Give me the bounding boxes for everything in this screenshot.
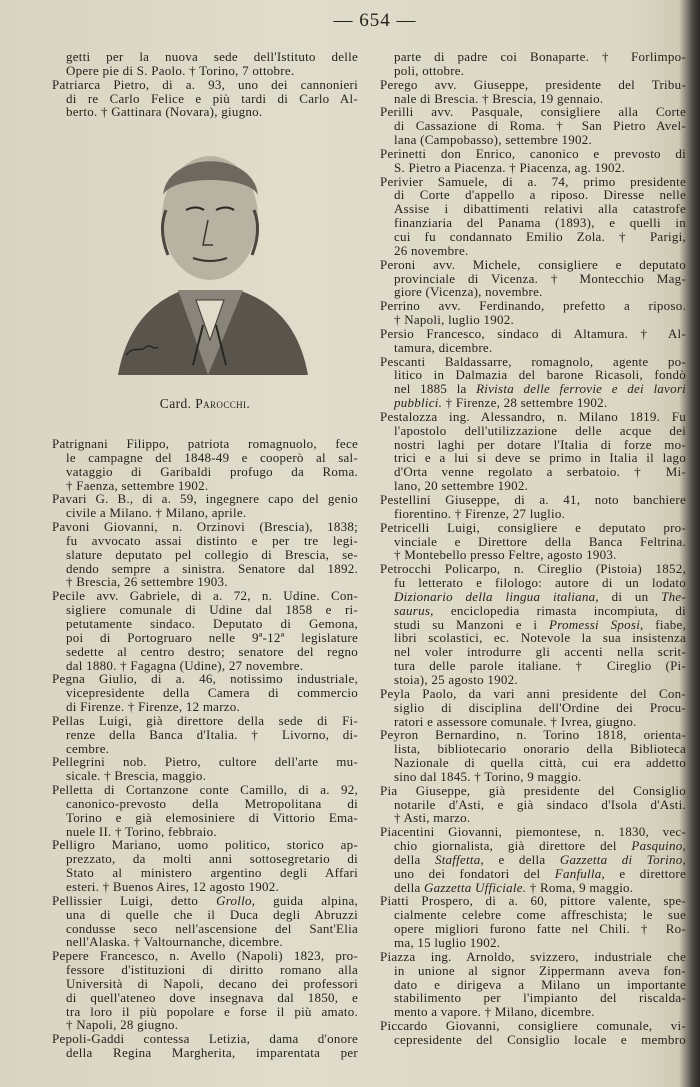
page-number: — 654 —: [333, 10, 417, 31]
left-column-top: [52, 50, 358, 119]
entry-line: giore (Vicenza), novembre.: [394, 284, 543, 300]
entry-line: Perivier Samuele, di a. 74, primo presidente: [380, 173, 686, 189]
entry-line: in unione al signor Zippermann aveva fon-: [394, 962, 686, 978]
entry-line: 26 novembre.: [394, 242, 469, 258]
entry-line: le campagne del 1848-49 e cooperò al sal-: [66, 449, 358, 465]
entry-line: siglio di disciplina dell'Ordine dei Procu-: [394, 699, 686, 715]
text-segment: † Firenze, 28 settembre 1902.: [442, 395, 608, 411]
entry-line: † Napoli, 28 giugno.: [66, 1017, 179, 1033]
italic-title: Rivista delle ferrovie e dei lavori: [476, 381, 686, 397]
text-segment: uno dei fondatori del: [394, 865, 555, 881]
entry-line: condusse seco nell'ascensione del Sant'Elia: [66, 920, 358, 936]
entry-line: stoia), 25 agosto 1902.: [394, 671, 518, 687]
entry-line: Peroni avv. Michele, consigliere e deputato: [380, 256, 686, 272]
entry-line: prezzato, da molti anni sottosegretario di: [66, 851, 358, 867]
left-column-entries: [52, 437, 358, 1060]
obituary-entry: [380, 327, 686, 355]
entry-line: poli, ottobre.: [394, 62, 465, 78]
text-segment: enciclopedia rimasta incompiuta, di: [433, 602, 686, 618]
entry-line: di Firenze. † Firenze, 12 marzo.: [66, 699, 241, 715]
entry-line: berto. † Gattinara (Novara), giugno.: [66, 104, 263, 120]
entry-line: Persio Francesco, sindaco di Altamura. † Al-: [380, 325, 686, 341]
entry-line: renze della Banca d'Italia. † Livorno, di-: [66, 726, 358, 742]
entry-line: Pepere Francesco, n. Avello (Napoli) 1823, pro-: [52, 948, 358, 964]
italic-title: Promessi Sposi,: [549, 616, 644, 632]
entry-line: Perrino avv. Ferdinando, prefetto a riposo.: [380, 298, 686, 314]
obituary-entry: [52, 520, 358, 589]
entry-line: Torino e già elemosiniere di Vittorio Ema-: [66, 809, 358, 825]
text-segment: † Roma, 9 maggio.: [526, 879, 634, 895]
entry-line: ma, 15 luglio 1902.: [394, 935, 501, 950]
text-segment: e direttore: [605, 865, 686, 881]
entry-line: vinciale e Direttore della Banca Feltrina.: [394, 533, 686, 549]
entry-line: fu avvocato assai distinto e per tre legi-: [66, 532, 358, 548]
entry-line: sigliere comunale di Udine dal 1858 e ri-: [66, 602, 358, 618]
entry-line: civile a Milano. † Milano, aprile.: [66, 505, 247, 521]
entry-line: lano, 20 settembre 1902.: [394, 478, 529, 494]
entry-line: [380, 867, 686, 881]
entry-line: Patrignani Filippo, patriota romagnuolo, fece: [52, 436, 358, 451]
entry-line: sino dal 1845. † Torino, 9 maggio.: [394, 768, 582, 784]
entry-line: finanziaria del Panama (1893), e quelli in: [394, 215, 686, 231]
obituary-entry: [52, 755, 358, 783]
text-segment: Pellissier Luigi, detto: [52, 892, 217, 908]
entry-line: opere migliori furono fatte nel Chili. † Ro-: [394, 921, 686, 937]
entry-line: l'apostolo dell'utilizzazione delle acque dei: [394, 422, 686, 438]
entry-line: cialmente celebre come affreschista; le sue: [394, 907, 686, 923]
entry-line: della Regina Margherita, imparentata per: [66, 1045, 358, 1061]
entry-line: † Montebello presso Feltre, agosto 1903.: [394, 547, 617, 563]
text-segment: guida alpina,: [255, 892, 358, 908]
entry-line: stabilimento per l'impianto del riscalda-: [394, 990, 686, 1006]
entry-line: Pestellini Giuseppe, di a. 41, noto banchiere: [380, 492, 686, 507]
entry-line: † Brescia, 26 settembre 1903.: [66, 574, 228, 590]
text-segment: e della: [484, 851, 560, 867]
entry-line: [380, 604, 686, 618]
italic-title: Dizionario della lingua italiana,: [394, 588, 599, 604]
entry-line: Pestalozza ing. Alessandro, n. Milano 1819. Fu: [380, 408, 686, 424]
entry-line: † Asti, marzo.: [394, 810, 471, 826]
obituary-entry: [380, 562, 686, 687]
entry-line: Piatti Prospero, di a. 60, pittore valente, spe-: [380, 893, 686, 909]
obituary-entry: [380, 147, 686, 175]
obituary-entry: [52, 589, 358, 672]
entry-line: Pavoni Giovanni, n. Orzinovi (Brescia), 1838;: [52, 519, 358, 535]
entry-line: Piccardo Giovanni, consigliere comunale, vi-: [380, 1018, 686, 1034]
italic-title: Staffetta,: [434, 851, 485, 867]
entry-line: nell'Alaska. † Valtournanche, dicembre.: [66, 934, 283, 950]
text-segment: fiabe,: [643, 616, 687, 632]
entry-line: sedette al centro destro; senatore del regno: [66, 643, 358, 659]
entry-line: di re Carlo Felice e più tardi di Carlo Al-: [66, 90, 358, 106]
italic-title: Fanfulla,: [554, 865, 606, 881]
entry-line: [52, 894, 358, 908]
entry-line: Università di Napoli, decano dei professori: [66, 975, 358, 991]
obituary-entry: [52, 50, 358, 78]
obituary-entry: [380, 258, 686, 300]
obituary-entry: [380, 175, 686, 258]
obituary-entry: [380, 410, 686, 493]
text-segment: di un: [598, 588, 662, 604]
entry-line: d'Orta venne regolato a serbatoio. † Mi-: [394, 464, 686, 480]
obituary-entry: [380, 493, 686, 521]
obituary-entry: [52, 714, 358, 756]
entry-line: Patriarca Pietro, di a. 93, uno dei cannonieri: [52, 76, 358, 92]
right-column-entries: [380, 50, 686, 1047]
italic-title: Pasquino,: [631, 838, 686, 854]
entry-line: [380, 590, 686, 604]
entry-line: dendo sempre a sinistra. Senatore dal 1892.: [66, 560, 358, 576]
obituary-entry: [380, 299, 686, 327]
entry-line: sicale. † Brescia, maggio.: [66, 768, 207, 784]
entry-line: di Cassazione di Roma. † San Pietro Avel-: [394, 118, 686, 134]
entry-line: mento a vapore. † Milano, dicembre.: [394, 1004, 595, 1020]
entry-line: Stato al ministero argentino degli Affari: [66, 865, 358, 881]
entry-line: Pellegrini nob. Pietro, cultore dell'arte mu-: [52, 754, 358, 770]
entry-line: [380, 853, 686, 867]
italic-title: Grollo,: [216, 892, 256, 908]
entry-line: cembre.: [66, 740, 110, 756]
entry-line: Pescanti Baldassarre, romagnolo, agente po-: [380, 353, 686, 369]
text-segment: nel 1885 la: [394, 381, 477, 397]
obituary-entry: [380, 687, 686, 729]
entry-line: notarile d'Asti, e già sindaco d'Isola d'Asti.: [394, 796, 686, 812]
entry-line: getti per la nuova sede dell'Istituto delle: [66, 49, 358, 64]
entry-line: nale di Brescia. † Brescia, 19 gennaio.: [394, 90, 604, 106]
entry-line: tura delle parole italiane. † Cireglio (Pi-: [394, 658, 686, 674]
entry-line: canonico-prevosto della Metropolitana di: [66, 795, 358, 811]
entry-line: Pepoli-Gaddi contessa Letizia, dama d'onore: [52, 1031, 358, 1047]
entry-line: cepresidente del Consiglio locale e membro: [394, 1031, 686, 1047]
entry-line: Pavari G. B., di a. 59, ingegnere capo del genio: [52, 491, 358, 507]
entry-line: una di quelle che il Duca degli Abruzzi: [66, 906, 358, 922]
entry-line: petutamente sindaco. Deputato di Gemona,: [66, 615, 358, 631]
entry-line: fessore d'istituzioni di diritto romano alla: [66, 962, 358, 978]
entry-line: poi di Portogruaro nelle 9ª-12ª legislature: [66, 629, 358, 645]
entry-line: vataggio di Garibaldi profugo da Roma.: [66, 463, 358, 479]
obituary-entry: [380, 521, 686, 563]
entry-line: Pia Giuseppe, già presidente del Consiglio: [380, 782, 686, 798]
entry-line: dal 1880. † Fagagna (Udine), 27 novembre.: [66, 657, 304, 673]
entry-line: † Faenza, settembre 1902.: [66, 477, 209, 493]
entry-line: Pellas Luigi, già direttore della sede di Fi-: [52, 712, 358, 728]
obituary-entry: [380, 50, 686, 78]
text-segment: della: [394, 879, 425, 895]
obituary-entry: [52, 492, 358, 520]
entry-line: cui fu condannato Emilio Zola. † Parigi,: [394, 228, 686, 244]
entry-line: vicepresidente della Camera di commercio: [66, 685, 358, 701]
obituary-entry: [380, 894, 686, 949]
entry-line: Peyla Paolo, da vari anni presidente del Con-: [380, 685, 686, 701]
entry-line: Assise i dibattimenti relativi alla catastrofe: [394, 201, 686, 217]
obituary-entry: [380, 105, 686, 147]
entry-line: dato e dirigeva a Milano un importante: [394, 976, 686, 992]
entry-line: Perego avv. Giuseppe, presidente del Tribu-: [380, 76, 686, 92]
entry-line: nuele II. † Torino, febbraio.: [66, 823, 217, 839]
obituary-entry: [380, 825, 686, 894]
entry-line: [380, 839, 686, 853]
obituary-entry: [52, 437, 358, 492]
entry-line: Petrocchi Policarpo, n. Cireglio (Pistoia) 1852,: [380, 561, 686, 577]
entry-line: tra loro il più popolare e forse il più amato.: [66, 1003, 358, 1019]
italic-title: The-: [661, 588, 686, 604]
entry-line: [380, 881, 686, 895]
entry-line: parte di padre coi Bonaparte. † Forlimpo-: [394, 49, 686, 64]
obituary-entry: [52, 838, 358, 893]
italic-title: Gazzetta di Torino,: [559, 851, 686, 867]
obituary-entry: [380, 355, 686, 410]
portrait-engraving: [108, 140, 313, 375]
entry-line: di quell'ateneo dove insegnava dal 1850, e: [66, 989, 358, 1005]
italic-title: saurus,: [394, 602, 434, 618]
entry-line: [380, 382, 686, 396]
caption-name: Parocchi.: [195, 396, 251, 411]
entry-line: Petricelli Luigi, consigliere e deputato pro-: [380, 519, 686, 535]
obituary-entry: [380, 728, 686, 783]
obituary-entry: [52, 1032, 358, 1060]
entry-line: nel voler introdurre gli accenti nella scrit-: [394, 644, 686, 660]
entry-line: esteri. † Buenos Aires, 12 agosto 1902.: [66, 879, 280, 894]
text-segment: della: [394, 851, 435, 867]
entry-line: Perinetti don Enrico, canonico e prevosto di: [380, 145, 686, 161]
caption-prefix: Card.: [159, 396, 192, 411]
obituary-entry: [52, 78, 358, 120]
text-segment: chio giornalista, già direttore del: [394, 838, 632, 854]
entry-line: † Napoli, luglio 1902.: [394, 312, 514, 328]
entry-line: trici e a lui si deve se primo in Italia il lago: [394, 450, 686, 466]
entry-line: Pegna Giulio, di a. 46, notissimo industriale,: [52, 671, 358, 687]
entry-line: [380, 396, 686, 410]
obituary-entry: [52, 783, 358, 838]
obituary-entry: [52, 672, 358, 714]
entry-line: [380, 618, 686, 632]
entry-line: Opere pie di S. Paolo. † Torino, 7 ottobre.: [66, 62, 295, 78]
entry-line: ratori e assessore comunale. † Ivrea, giugno.: [394, 713, 637, 729]
entry-line: Piacentini Giovanni, piemontese, n. 1830, vec-: [380, 824, 686, 840]
obituary-entry: [380, 784, 686, 826]
entry-line: litico in Dalmazia del barone Ricasoli, fondò: [394, 367, 686, 383]
entry-line: S. Pietro a Piacenza. † Piacenza, ag. 1902.: [394, 159, 625, 175]
entry-line: di Corte d'appello a riposo. Diresse nelle: [394, 187, 686, 203]
text-segment: studi su Manzoni e i: [394, 616, 550, 632]
entry-line: provinciale di Vicenza. † Montecchio Mag-: [394, 270, 686, 286]
obituary-entry: [380, 78, 686, 106]
portrait-caption: [52, 396, 358, 412]
entry-line: slature deputato pel collegio di Brescia, se-: [66, 546, 358, 562]
italic-title: pubblici.: [394, 395, 443, 411]
obituary-entry: [380, 950, 686, 1019]
entry-line: Pelligro Mariano, uomo politico, storico ap-: [52, 837, 358, 853]
entry-line: Pelletta di Cortanzone conte Camillo, di a. 92,: [52, 782, 358, 798]
obituary-entry: [52, 894, 358, 949]
italic-title: Gazzetta Ufficiale.: [424, 879, 527, 895]
entry-line: lista, bibliotecario onorario della Biblioteca: [394, 741, 686, 757]
entry-line: Peyron Bernardino, n. Torino 1818, orienta-: [380, 727, 686, 743]
entry-line: fiorentino. † Firenze, 27 luglio.: [394, 505, 566, 521]
obituary-entry: [52, 949, 358, 1032]
entry-line: lana (Campobasso), settembre 1902.: [394, 132, 593, 148]
entry-line: Pecile avv. Gabriele, di a. 72, n. Udine. Con-: [52, 588, 358, 604]
entry-line: fu letterato e filologo: autore di un lodato: [394, 575, 686, 591]
entry-line: Perilli avv. Pasquale, consigliere alla Corte: [380, 104, 686, 120]
entry-line: tamura, dicembre.: [394, 339, 493, 355]
entry-line: Piazza ing. Arnoldo, svizzero, industriale che: [380, 948, 686, 964]
entry-line: Nazionale di quella città, cui era addetto: [394, 755, 686, 771]
entry-line: libri scolastici, ec. Notevole la sua insistenza: [394, 630, 686, 646]
entry-line: nostri laghi per dotare l'Italia di forze mo-: [394, 436, 686, 452]
obituary-entry: [380, 1019, 686, 1047]
